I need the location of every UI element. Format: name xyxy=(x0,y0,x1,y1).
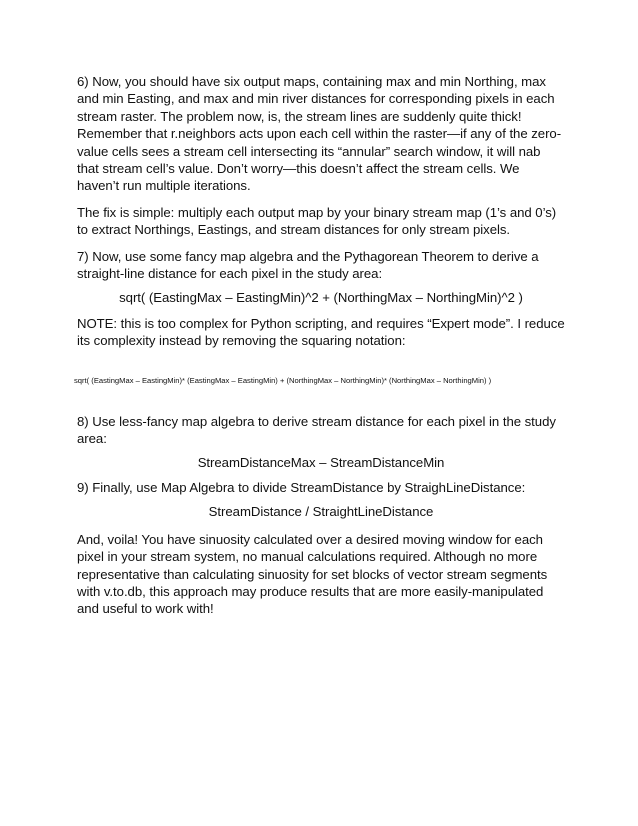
paragraph-conclusion: And, voila! You have sinuosity calculated over a desired moving window for each pixel in your stream system, no manual calculations required. Although no more representative than calculating sinuosity for set blocks of vector stream segments with v.to.db, this approach may produce results that are more easily-manipulated and useful to work with! xyxy=(77,531,548,617)
paragraph-fix: The fix is simple: multiply each output map by your binary stream map (1’s and 0’s) to extract Northings, Eastings, and stream distances for only stream pixels. xyxy=(77,204,557,238)
formula-stream-distance: StreamDistanceMax – StreamDistanceMin xyxy=(197,454,445,470)
paragraph-step-8: 8) Use less-fancy map algebra to derive stream distance for each pixel in the study area: xyxy=(77,413,556,447)
formula-sinuosity: StreamDistance / StraightLineDistance xyxy=(208,504,434,520)
paragraph-step-6: 6) Now, you should have six output maps, containing max and min Northing, max and min Easting, and max and min river distances for corresponding pixels in each stream raster. The problem now, is, the stream lines are suddenly quite thick! Remember that r.neighbors acts upon each cell within the raster—if any of the zero-value cells sees a stream cell intersecting its “annular” search window, it will nab that stream cell’s value. Don’t worry—this doesn’t affect the stream cells. We haven’t run multiple iterations. xyxy=(77,74,562,194)
paragraph-step-7: 7) Now, use some fancy map algebra and the Pythagorean Theorem to derive a straight-line distance for each pixel in the study area: xyxy=(77,248,539,282)
paragraph-note: NOTE: this is too complex for Python scripting, and requires “Expert mode”. I reduce its complexity instead by removing the squaring notation: xyxy=(77,315,565,349)
formula-pythagorean: sqrt( (EastingMax – EastingMin)^2 + (NorthingMax – NorthingMin)^2 ) xyxy=(119,290,523,306)
paragraph-step-9: 9) Finally, use Map Algebra to divide StreamDistance by StraighLineDistance: xyxy=(77,479,526,495)
formula-expanded: sqrt( (EastingMax – EastingMin)* (EastingMax – EastingMin) + (NorthingMax – NorthingMin)* (NorthingMax – NorthingMin) ) xyxy=(74,375,492,385)
document-body xyxy=(74,73,565,618)
